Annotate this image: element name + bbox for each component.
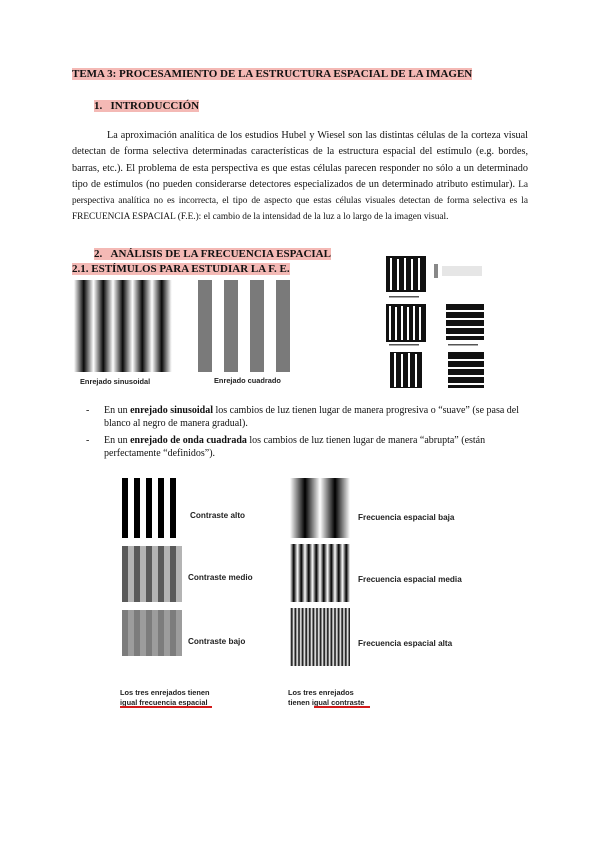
sinusoidal-grating [74,280,172,372]
section-1-title: INTRODUCCIÓN [110,100,200,112]
high-contrast-grating [122,478,182,538]
frequency-note-underline [314,706,370,708]
contrast-note-line-1: Los tres enrejados tienen [120,688,210,697]
section-2-title: ANÁLISIS DE LA FRECUENCIA ESPACIAL [110,248,331,260]
contrast-figure-note [120,688,210,707]
contrast-gratings-figure [122,478,184,656]
intro-paragraph [72,128,528,226]
section-1-number: 1. [94,100,103,112]
section-2-1-heading: 2.1. ESTÍMULOS PARA ESTUDIAR LA F. E. [72,263,290,275]
page-title: TEMA 3: PROCESAMIENTO DE LA ESTRUCTURA ESPACIAL DE LA IMAGEN [72,68,473,80]
sample-thumbnail-2 [434,264,482,278]
label-low-frequency: Frecuencia espacial baja [358,513,455,522]
bullet-item-2 [86,434,526,460]
square-grating [198,280,290,372]
bullet-dash-1: - [86,405,90,416]
sinusoidal-caption: Enrejado sinusoidal [80,377,151,386]
sample-thumbnail-1 [386,256,426,292]
label-medium-contrast: Contraste medio [188,573,253,582]
square-caption: Enrejado cuadrado [214,376,281,385]
frequency-figure-note [288,688,364,707]
frequency-gratings-figure [290,478,352,666]
medium-contrast-grating [122,546,182,602]
contrast-note-line-2: igual frecuencia espacial [120,697,208,707]
bullet-term-1: enrejado sinusoidal [130,405,213,416]
label-high-frequency: Frecuencia espacial alta [358,639,453,648]
sample-thumbnail-3 [386,304,426,342]
contrast-note-underline [120,706,212,708]
label-high-contrast: Contraste alto [190,511,246,520]
sample-thumbnail-4 [446,304,484,340]
label-medium-frequency: Frecuencia espacial media [358,575,462,584]
label-low-contrast: Contraste bajo [188,637,246,646]
sample-thumbnail-5 [390,352,422,388]
intro-tail-text: La perspectiva analítica no es incorrecta, el tipo de aspecto que estas células visuales detectan de forma selectiva es la FRECUENCIA ESPACIAL (F.E.): el cambio de la intensidad de la luz a lo largo de la imagen visual. [72,179,529,223]
bullet-text-2: En un enrejado de onda cuadrada los cambios de luz tienen lugar de manera “abrupta” (están perfectamente “definidos”). [104,435,486,459]
section-2-number: 2. [94,248,103,260]
bullet-term-2: enrejado de onda cuadrada [130,435,247,446]
sample-thumbnail-6 [448,352,484,388]
grating-samples-figure [386,256,492,392]
frequency-note-line-2: tienen igual contraste [288,697,365,707]
bullet-text-1: En un enrejado sinusoidal los cambios de luz tienen lugar de manera progresiva o “suave” (se pasa del blanco al negro de manera gradual). [104,405,519,429]
bullet-dash-2: - [86,435,90,446]
low-contrast-grating [122,610,182,656]
intro-main-text: La aproximación analítica de los estudios Hubel y Wiesel son las distintas células de la corteza visual detectan de forma selectiva determinadas características de la estructura espacial del estímulo (e.g. bordes, barras, etc.). El problema de esta perspectiva es que estas células parecen responder no sólo a un determinado tipo de estímulos (no pueden considerarse detectores especializados de un determinado atributo estimular). [72,130,528,190]
section-1-heading [94,100,199,112]
medium-frequency-grating [290,544,350,602]
grating-bullet-list [86,404,526,464]
low-frequency-grating [290,478,350,538]
high-frequency-grating [290,608,350,666]
section-2-heading [94,248,331,260]
bullet-item-1 [86,404,526,430]
frequency-note-line-1: Los tres enrejados [288,688,354,697]
